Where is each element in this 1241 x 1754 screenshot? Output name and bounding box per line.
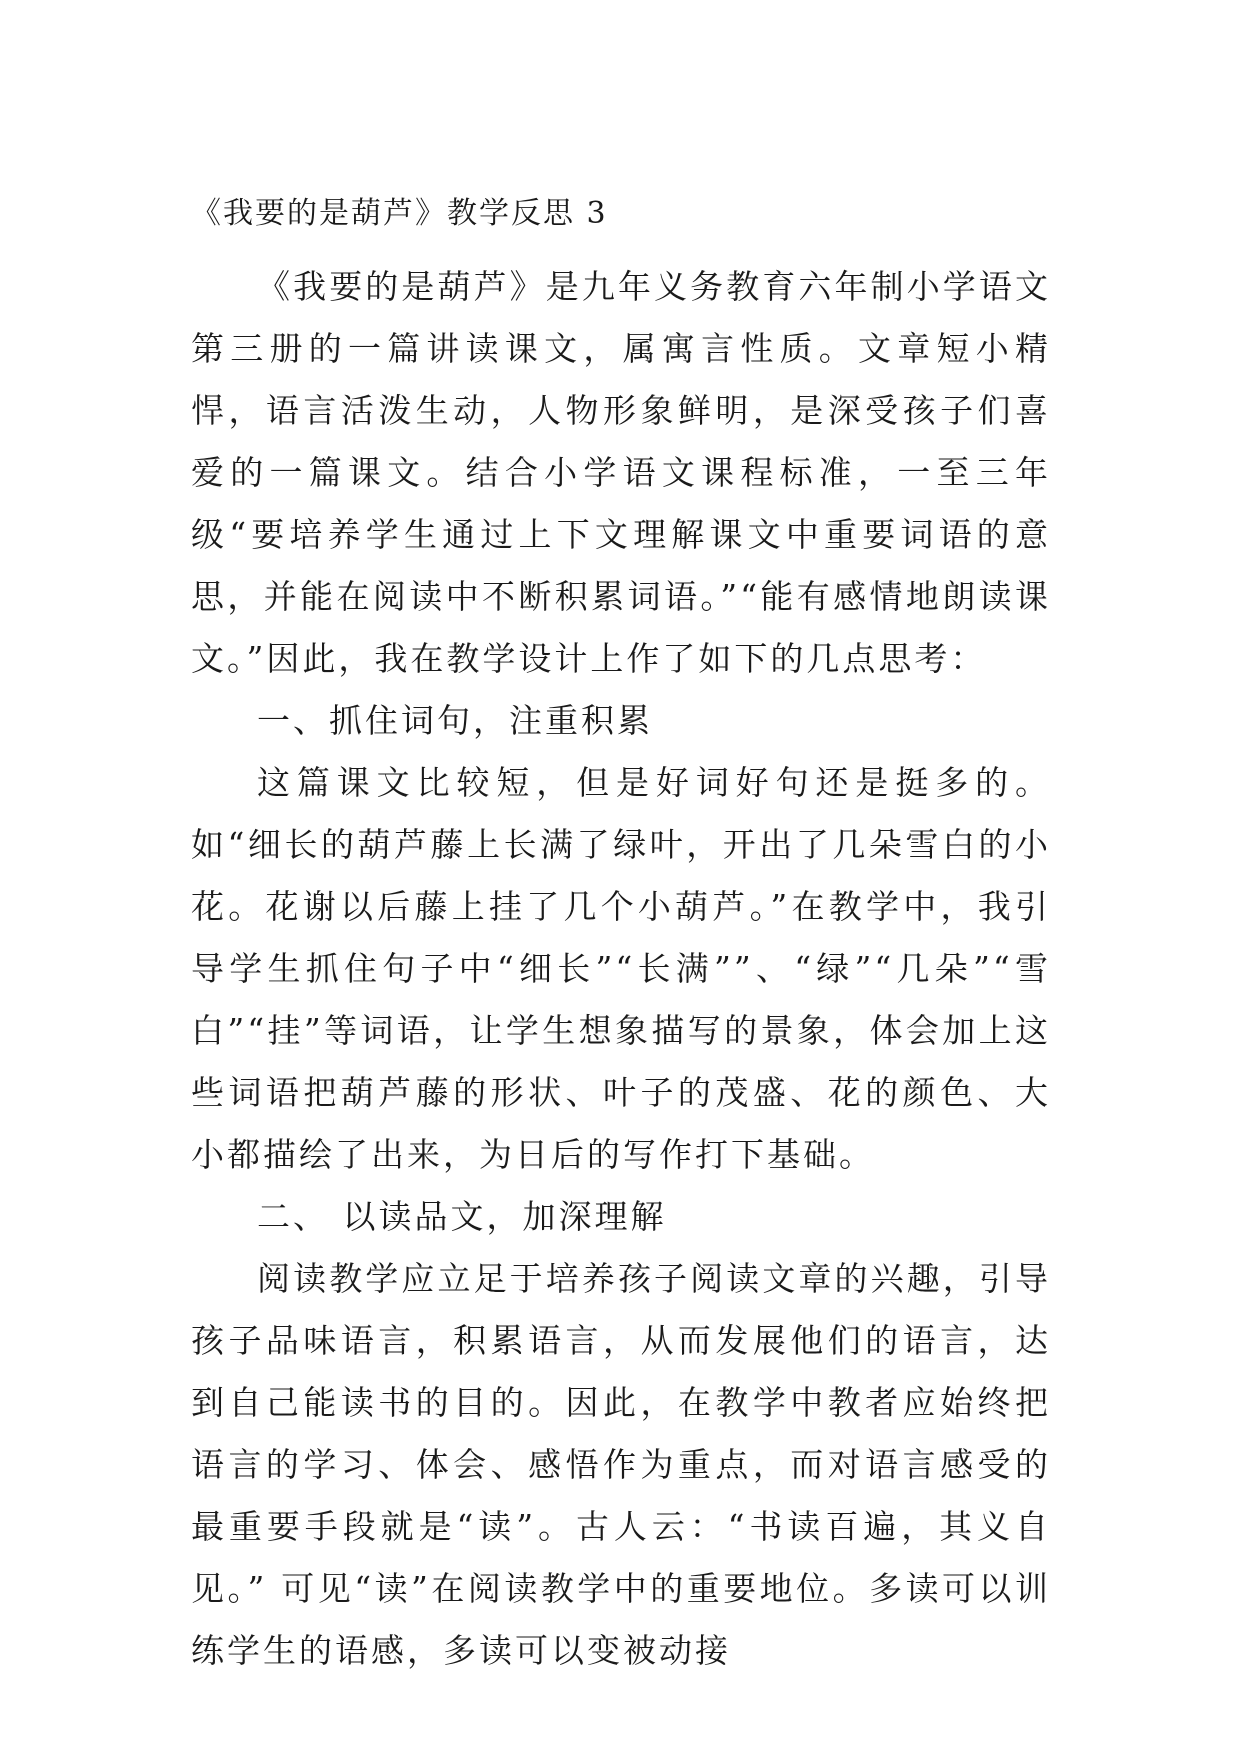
document-body <box>191 190 1051 1682</box>
section-heading-2: 二、 以读品文，加深理解 <box>257 1197 667 1236</box>
section-2-paragraph: 阅读教学应立足于培养孩子阅读文章的兴趣，引导孩子品味语言，积累语言，从而发展他们的语言，达到自己能读书的目的。因此，在教学中教者应始终把语言的学习、体会、感悟作为重点，而对语言感受的最重要手段就是“读”。古人云：“书读百遍，其义自见。” 可见“读”在阅读教学中的重要地位。多读可以训练学生的语感，多读可以变被动接 <box>191 1259 1051 1670</box>
intro-paragraph: 《我要的是葫芦》是九年义务教育六年制小学语文第三册的一篇讲读课文，属寓言性质。文章短小精悍，语言活泼生动，人物形象鲜明，是深受孩子们喜爱的一篇课文。结合小学语文课程标准，一至三年级“要培养学生通过上下文理解课文中重要词语的意思，并能在阅读中不断积累词语。”“能有感情地朗读课文。”因此，我在教学设计上作了如下的几点思考： <box>191 267 1051 678</box>
section-heading-1: 一、抓住词句，注重积累 <box>257 701 653 740</box>
section-1-paragraph: 这篇课文比较短，但是好词好句还是挺多的。如“细长的葫芦藤上长满了绿叶，开出了几朵雪白的小花。花谢以后藤上挂了几个小葫芦。”在教学中，我引导学生抓住句子中“细长”“长满””、“绿”“几朵”“雪白”“挂”等词语，让学生想象描写的景象，体会加上这些词语把葫芦藤的形状、叶子的茂盛、花的颜色、大小都描绘了出来，为日后的写作打下基础。 <box>191 763 1051 1174</box>
document-title: 《我要的是葫芦》教学反思 3 <box>191 196 608 231</box>
